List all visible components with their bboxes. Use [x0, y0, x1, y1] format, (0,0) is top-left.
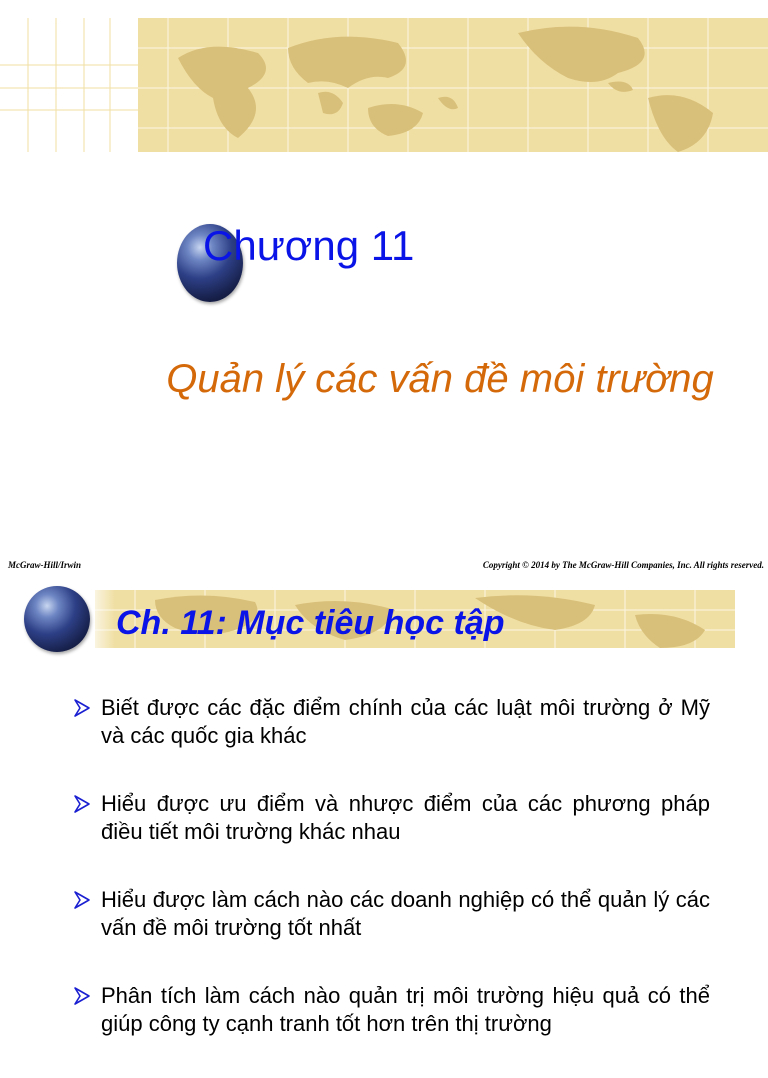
corner-grid-decoration — [0, 0, 138, 152]
chapter-subtitle: Quản lý các vấn đề môi trường — [166, 357, 714, 401]
list-item-text: Hiểu được ưu điểm và nhược điểm của các phương pháp điều tiết môi trường khác nhau — [101, 791, 710, 844]
copyright-footer: Copyright © 2014 by The McGraw-Hill Companies, Inc. All rights reserved. — [482, 560, 764, 570]
list-item — [72, 982, 710, 1038]
list-item-text: Hiểu được làm cách nào các doanh nghiệp có thể quản lý các vấn đề môi trường tốt nhất — [101, 887, 710, 940]
list-item-text: Biết được các đặc điểm chính của các luật môi trường ở Mỹ và các quốc gia khác — [101, 695, 710, 748]
list-item-text: Phân tích làm cách nào quản trị môi trường hiệu quả có thể giúp công ty cạnh tranh tốt hơn trên thị trường — [101, 983, 710, 1036]
list-item — [72, 790, 710, 846]
globe-icon — [24, 586, 90, 652]
objectives-slide — [0, 580, 768, 1036]
arrow-bullet-icon — [72, 986, 92, 1006]
world-map-banner — [138, 18, 768, 152]
list-item — [72, 694, 710, 750]
arrow-bullet-icon — [72, 698, 92, 718]
arrow-bullet-icon — [72, 794, 92, 814]
list-item — [72, 886, 710, 942]
arrow-bullet-icon — [72, 890, 92, 910]
objectives-title: Ch. 11: Mục tiêu học tập — [116, 604, 505, 642]
chapter-title: Chương 11 — [203, 222, 415, 269]
publisher-footer: McGraw-Hill/Irwin — [8, 560, 82, 570]
objectives-list — [72, 694, 710, 1078]
